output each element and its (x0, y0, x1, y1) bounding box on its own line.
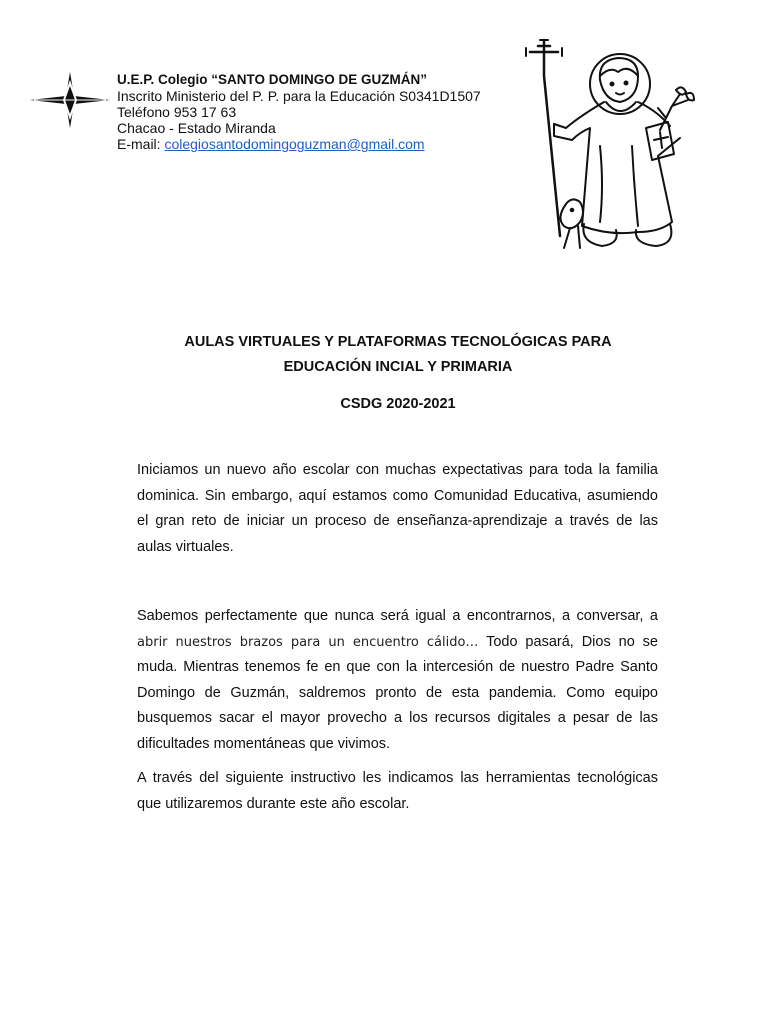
document-title-line-1: AULAS VIRTUALES Y PLATAFORMAS TECNOLÓGICAS PARA (184, 334, 612, 350)
school-name: U.E.P. Colegio “SANTO DOMINGO DE GUZMÁN” (117, 72, 428, 87)
phone-line: Teléfono 953 17 63 (117, 104, 237, 120)
school-header (117, 72, 481, 152)
location-line: Chacao - Estado Miranda (117, 120, 276, 136)
document-title-line-2: EDUCACIÓN INCIAL Y PRIMARIA (283, 359, 513, 375)
email-link[interactable]: colegiosantodomingoguzman@gmail.com (164, 136, 425, 152)
instructions-paragraph: A través del siguiente instructivo les indicamos las herramientas tecnológicas que utilizaremos durante este año escolar. (137, 770, 658, 812)
school-logo-star-icon (30, 72, 110, 128)
faith-paragraph (137, 604, 658, 757)
faith-paragraph-quote: abrir nuestros brazos para un encuentro cálido… (137, 634, 479, 650)
registration-line: Inscrito Ministerio del P. P. para la Educación S0341D1507 (117, 88, 481, 104)
santo-domingo-illustration (520, 36, 710, 258)
intro-paragraph: Iniciamos un nuevo año escolar con muchas expectativas para toda la familia dominica. Sin embargo, aquí estamos como Comunidad Educativa, asumiendo el gran reto de iniciar un proceso de enseñanza-aprendizaje a través de las aulas virtuales. (137, 462, 658, 555)
email-line (117, 136, 481, 152)
faith-paragraph-part-1: Sabemos perfectamente que nunca será igual a encontrarnos, a conversar, a (137, 608, 658, 624)
faith-paragraph-part-2: Todo pasará, Dios no se muda. Mientras tenemos fe en que con la intercesión de nuestro Padre Santo Domingo de Guzmán, saldremos pronto de esta pandemia. Como equipo busquemos sacar el mayor provecho a los recursos digitales a pesar de las dificultades momentáneas que vivimos. (137, 633, 658, 752)
document-year: CSDG 2020-2021 (340, 396, 456, 412)
email-label: E-mail: (117, 136, 165, 152)
